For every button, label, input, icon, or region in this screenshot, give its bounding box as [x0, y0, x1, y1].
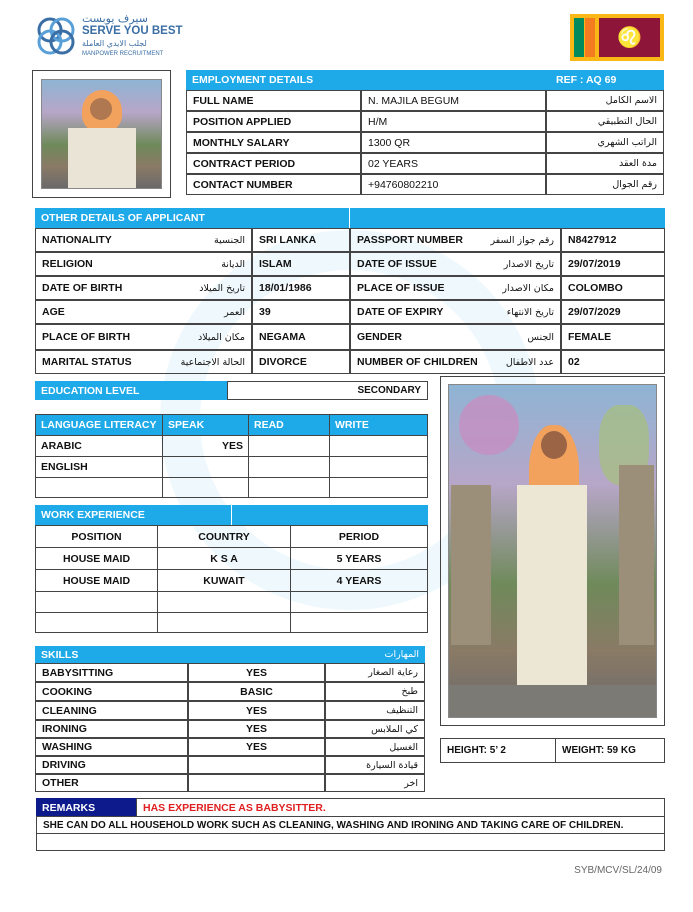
position-header: POSITION — [36, 526, 158, 548]
education-label: EDUCATION LEVEL — [35, 381, 227, 400]
remarks-blank-row — [36, 833, 665, 851]
skill-row — [35, 738, 425, 756]
skill-row — [35, 682, 425, 701]
work-period: 5 YEARS — [291, 548, 428, 570]
lang-speak — [163, 457, 249, 478]
skill-label-ar: رعاية الصغار — [325, 663, 425, 682]
detail-label-2: DATE OF ISSUE تاريخ الاصدار — [350, 252, 561, 276]
remarks-text: SHE CAN DO ALL HOUSEHOLD WORK SUCH AS CLEANING, WASHING AND IRONING AND TAKING CARE OF CHILDREN. — [36, 816, 665, 834]
other-details-row — [35, 350, 665, 374]
work-period: 4 YEARS — [291, 570, 428, 592]
country-header: COUNTRY — [158, 526, 291, 548]
emp-label-ar: الراتب الشهري — [546, 132, 664, 153]
lang-read — [249, 457, 330, 478]
height-value: HEIGHT: 5’ 2 — [440, 738, 556, 763]
detail-value: SRI LANKA — [252, 228, 350, 252]
skill-row — [35, 720, 425, 738]
detail-value-2: 29/07/2019 — [561, 252, 665, 276]
lang-speak: YES — [163, 436, 249, 457]
skill-label-ar: التنظيف — [325, 701, 425, 720]
work-country: KUWAIT — [158, 570, 291, 592]
lang-read — [249, 478, 330, 498]
other-details-header: OTHER DETAILS OF APPLICANT — [35, 208, 349, 228]
employment-row — [186, 132, 664, 153]
company-logo — [34, 12, 184, 62]
logo-arabic: سيرف يوبست — [82, 12, 148, 25]
lang-header: LANGUAGE LITERACY — [36, 415, 163, 436]
language-table — [35, 414, 428, 498]
skill-row — [35, 756, 425, 774]
detail-label-2: GENDER الجنس — [350, 324, 561, 350]
work-country — [158, 613, 291, 633]
work-country: K S A — [158, 548, 291, 570]
ref-number: REF : AQ 69 — [550, 70, 664, 90]
skill-row — [35, 774, 425, 792]
detail-value-2: 02 — [561, 350, 665, 374]
emp-value: +94760802210 — [361, 174, 546, 195]
detail-label: NATIONALITY الجنسية — [35, 228, 252, 252]
emp-value: H/M — [361, 111, 546, 132]
education-value: SECONDARY — [227, 381, 428, 400]
skills-header: SKILLS المهارات — [35, 646, 425, 663]
skill-label: IRONING — [35, 720, 188, 738]
detail-value-2: 29/07/2029 — [561, 300, 665, 324]
other-details-row — [35, 300, 665, 324]
skill-label: WASHING — [35, 738, 188, 756]
detail-value-2: COLOMBO — [561, 276, 665, 300]
other-details-row — [35, 276, 665, 300]
write-header: WRITE — [330, 415, 428, 436]
detail-value: ISLAM — [252, 252, 350, 276]
emp-value: N. MAJILA BEGUM — [361, 90, 546, 111]
skill-value — [188, 756, 325, 774]
period-header: PERIOD — [291, 526, 428, 548]
emp-label-ar: رقم الجوال — [546, 174, 664, 195]
skill-label-ar: طبخ — [325, 682, 425, 701]
lang-write — [330, 436, 428, 457]
detail-label: AGE العمر — [35, 300, 252, 324]
lion-icon: ♌ — [599, 18, 660, 57]
other-details-row — [35, 252, 665, 276]
lang-name — [36, 478, 163, 498]
detail-label-2: PASSPORT NUMBER رقم جواز السفر — [350, 228, 561, 252]
skill-label: COOKING — [35, 682, 188, 701]
employment-row — [186, 90, 664, 111]
detail-label: MARITAL STATUS الحالة الاجتماعية — [35, 350, 252, 374]
lang-name: ARABIC — [36, 436, 163, 457]
skill-value: YES — [188, 738, 325, 756]
work-position: HOUSE MAID — [36, 548, 158, 570]
work-position: HOUSE MAID — [36, 570, 158, 592]
employment-row — [186, 153, 664, 174]
skill-value: BASIC — [188, 682, 325, 701]
emp-label: CONTRACT PERIOD — [186, 153, 361, 174]
work-period — [291, 592, 428, 613]
work-period — [291, 613, 428, 633]
emp-label: MONTHLY SALARY — [186, 132, 361, 153]
lang-write — [330, 457, 428, 478]
skills-table — [35, 663, 425, 792]
skill-row — [35, 663, 425, 682]
emp-label-ar: مدة العقد — [546, 153, 664, 174]
skill-label-ar: قيادة السيارة — [325, 756, 425, 774]
emp-label: CONTACT NUMBER — [186, 174, 361, 195]
work-table — [35, 525, 428, 633]
emp-label-ar: الحال التطبيقي — [546, 111, 664, 132]
lang-name: ENGLISH — [36, 457, 163, 478]
logo-arabic-sub: لجلب الايدي العاملة — [82, 39, 147, 48]
detail-value: NEGAMA — [252, 324, 350, 350]
detail-value: 18/01/1986 — [252, 276, 350, 300]
country-flag — [570, 14, 664, 61]
work-country — [158, 592, 291, 613]
emp-label-ar: الاسم الكامل — [546, 90, 664, 111]
other-details-table — [35, 228, 665, 374]
emp-value: 02 YEARS — [361, 153, 546, 174]
detail-label-2: DATE OF EXPIRY تاريخ الانتهاء — [350, 300, 561, 324]
skill-label: BABYSITTING — [35, 663, 188, 682]
skill-label-ar: كي الملابس — [325, 720, 425, 738]
lang-write — [330, 478, 428, 498]
speak-header: SPEAK — [163, 415, 249, 436]
detail-value-2: FEMALE — [561, 324, 665, 350]
lang-read — [249, 436, 330, 457]
detail-label: PLACE OF BIRTH مكان الميلاد — [35, 324, 252, 350]
detail-value: 39 — [252, 300, 350, 324]
skill-row — [35, 701, 425, 720]
work-experience-header: WORK EXPERIENCE — [35, 505, 231, 525]
skill-value — [188, 774, 325, 792]
other-details-row — [35, 324, 665, 350]
detail-label: RELIGION الديانة — [35, 252, 252, 276]
detail-label-2: PLACE OF ISSUE مكان الاصدار — [350, 276, 561, 300]
footer-code: SYB/MCV/SL/24/09 — [574, 865, 662, 876]
remarks-headline: HAS EXPERIENCE AS BABYSITTER. — [136, 798, 665, 817]
applicant-photo-large — [440, 376, 665, 726]
detail-label: DATE OF BIRTH تاريخ الميلاد — [35, 276, 252, 300]
skills-header-ar: المهارات — [384, 649, 419, 660]
employment-table — [186, 90, 664, 195]
applicant-photo-small — [32, 70, 171, 198]
remarks-label: REMARKS — [36, 798, 136, 817]
skill-label-ar: الغسيل — [325, 738, 425, 756]
employment-header: EMPLOYMENT DETAILS — [186, 70, 550, 90]
skill-label: DRIVING — [35, 756, 188, 774]
work-experience-header-right — [231, 505, 428, 525]
emp-label: POSITION APPLIED — [186, 111, 361, 132]
employment-row — [186, 174, 664, 195]
emp-value: 1300 QR — [361, 132, 546, 153]
detail-value-2: N8427912 — [561, 228, 665, 252]
logo-mark-icon — [34, 14, 78, 58]
skill-value: YES — [188, 720, 325, 738]
skill-value: YES — [188, 701, 325, 720]
work-position — [36, 592, 158, 613]
detail-label-2: NUMBER OF CHILDREN عدد الاطفال — [350, 350, 561, 374]
emp-label: FULL NAME — [186, 90, 361, 111]
detail-value: DIVORCE — [252, 350, 350, 374]
work-position — [36, 613, 158, 633]
skill-label-ar: اخر — [325, 774, 425, 792]
lang-speak — [163, 478, 249, 498]
employment-row — [186, 111, 664, 132]
logo-sub: MANPOWER RECRUITMENT — [82, 51, 164, 57]
weight-value: WEIGHT: 59 KG — [555, 738, 665, 763]
other-details-row — [35, 228, 665, 252]
skill-label: OTHER — [35, 774, 188, 792]
logo-name: SERVE YOU BEST — [82, 25, 183, 37]
other-details-header-right — [349, 208, 665, 228]
skill-label: CLEANING — [35, 701, 188, 720]
read-header: READ — [249, 415, 330, 436]
skill-value: YES — [188, 663, 325, 682]
